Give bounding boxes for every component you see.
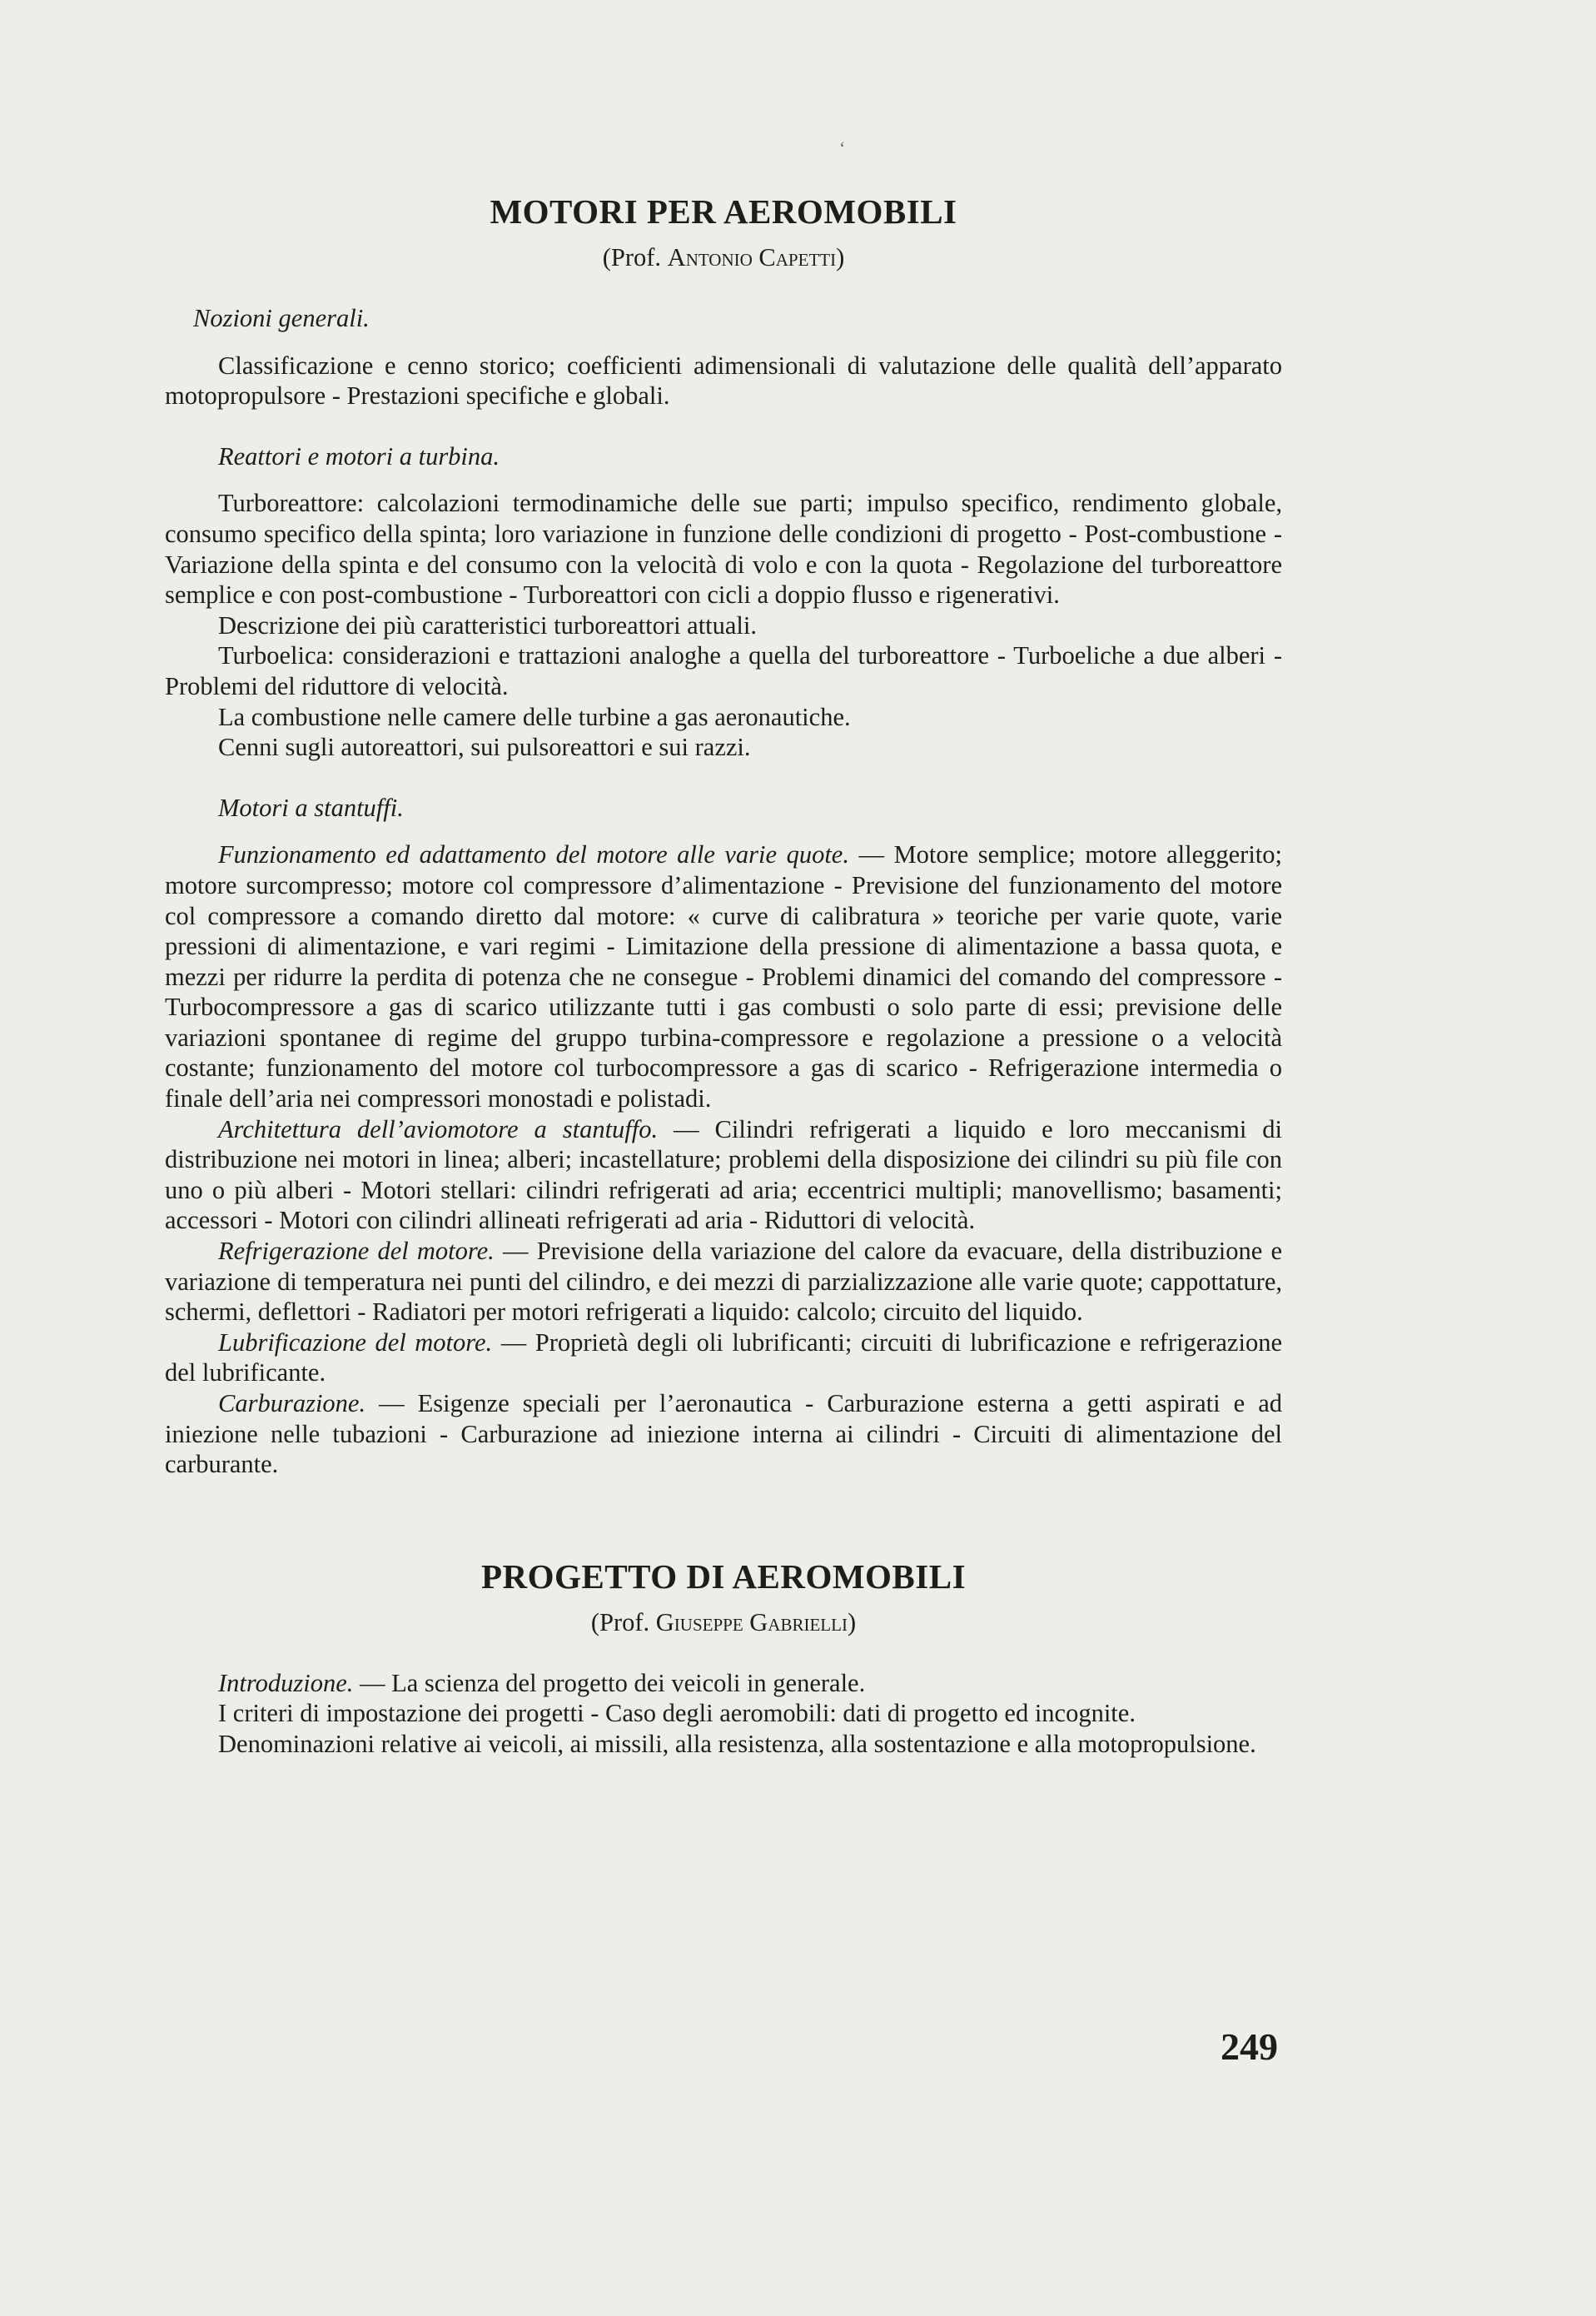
page-body — [165, 192, 1282, 1760]
paragraph-cenni: Cenni sugli autoreattori, sui pulsoreattori e sui razzi. — [218, 733, 751, 762]
author-open: (Prof. — [602, 243, 668, 271]
paragraph-denominazioni: Denominazioni relative ai veicoli, ai missili, alla resistenza, alla sostentazione e alla motopropulsione. — [218, 1729, 1256, 1758]
author-close: ) — [847, 1607, 857, 1636]
scan-mark: ‘ — [839, 137, 846, 158]
text-introduzione: — La scienza del progetto dei veicoli in generale. — [353, 1668, 866, 1697]
text-refrigerazione: — Previsione della variazione del calore da evacuare, della distribuzione e variazione di temperatura nei punti del cilindro, e dei mezzi di parzializzazione alle varie quote; cappottature, schermi, deflettori - Radiatori per motori refrigerati a liquido: calcolo; circuito del liquido. — [165, 1237, 1282, 1327]
page-number: 249 — [1221, 2025, 1278, 2068]
section-title-motori: MOTORI PER AEROMOBILI — [490, 192, 957, 231]
lead-introduzione: Introduzione. — [218, 1668, 354, 1697]
paragraph-criteri: I criteri di impostazione dei progetti - Caso degli aeromobili: dati di progetto ed incognite. — [218, 1699, 1136, 1728]
author-line-gabrielli — [165, 1606, 1282, 1638]
section-title-progetto: PROGETTO DI AEROMOBILI — [480, 1556, 967, 1596]
paragraph-architettura — [165, 1114, 1282, 1236]
paragraph-descrizione: Descrizione dei più caratteristici turboreattori attuali. — [218, 610, 758, 640]
paragraph-refrigerazione — [165, 1236, 1282, 1327]
paragraph-turboreattore: Turboreattore: calcolazioni termodinamiche delle sue parti; impulso specifico, rendimento globale, consumo specifico della spinta; loro variazione in funzione delle condizioni di progetto - Post-combustione - Variazione della spinta e del consumo con la velocità di volo e con la quota - Regolazione del turboreattore semplice e con post-combustione - Turboreattori con cicli a doppio flusso e rigenerativi. — [165, 489, 1282, 610]
lead-architettura: Architettura dell’aviomotore a stantuffo. — [218, 1114, 659, 1143]
author-line-capetti — [165, 242, 1282, 273]
author-name: Giuseppe Gabrielli — [655, 1607, 848, 1636]
paragraph-turboelica: Turboelica: considerazioni e trattazioni analoghe a quella del turboreattore - Turboeliche a due alberi - Problemi del riduttore di velocità. — [165, 641, 1282, 700]
lead-carburazione: Carburazione. — [218, 1389, 366, 1417]
paragraph-funzionamento — [165, 839, 1282, 1113]
text-funzionamento: — Motore semplice; motore alleggerito; motore surcompresso; motore col compressore d’alimentazione - Previsione del funzionamento del motore col compressore a comando diretto dal motore: « curve di calibratura » teoriche per varie quote, varie pressioni di alimentazione, e vari regimi - Limitazione della pressione di alimentazione a bassa quota, e mezzi per ridurre la perdita di potenza che ne consegue - Problemi dinamici del comando del compressore - Turbocompressore a gas di scarico utilizzante tutti i gas combusti o solo parte di essi; previsione delle variazioni spontanee di regime del gruppo turbina-compressore e regolazione a pressione o a velocità costante; funzionamento del motore col turbocompressore a gas di scarico - Refrigerazione intermedia o finale dell’aria nei compressori monostadi e polistadi. — [165, 840, 1282, 1113]
text-architettura: — Cilindri refrigerati a liquido e loro meccanismi di distribuzione nei motori in linea; alberi; incastellature; problemi della disposizione dei cilindri su più file con uno o più alberi - Motori stellari: cilindri refrigerati ad aria; eccentrici multipli; manovellismo; basamenti; accessori - Motori con cilindri allineati refrigerati ad aria - Riduttori di velocità. — [165, 1114, 1282, 1235]
lead-lubrificazione: Lubrificazione del motore. — [218, 1327, 493, 1357]
subheading-nozioni-generali: Nozioni generali. — [193, 304, 370, 332]
subheading-motori-stantuffi: Motori a stantuffi. — [218, 793, 404, 822]
paragraph-carburazione — [165, 1388, 1282, 1480]
text-carburazione: — Esigenze speciali per l’aeronautica - Carburazione esterna a getti aspirati e ad iniezione nelle tubazioni - Carburazione ad iniezione interna ai cilindri - Circuiti di alimentazione del carburante. — [165, 1389, 1282, 1479]
author-open: (Prof. — [590, 1607, 656, 1636]
lead-funzionamento: Funzionamento ed adattamento del motore alle varie quote. — [218, 840, 849, 869]
author-name: Antonio Capetti — [667, 243, 837, 271]
paragraph-introduzione — [165, 1668, 1282, 1699]
lead-refrigerazione: Refrigerazione del motore. — [218, 1237, 495, 1266]
text-lubrificazione: — Proprietà degli oli lubrificanti; circuiti di lubrificazione e refrigerazione del lubrificante. — [165, 1327, 1282, 1387]
paragraph-lubrificazione — [165, 1327, 1282, 1388]
author-close: ) — [836, 243, 845, 271]
subheading-reattori: Reattori e motori a turbina. — [218, 441, 500, 471]
paragraph-combustione: La combustione nelle camere delle turbine a gas aeronautiche. — [218, 702, 851, 731]
paragraph-classificazione: Classificazione e cenno storico; coefficienti adimensionali di valutazione delle qualità dell’apparato motopropulsore - Prestazioni specifiche e globali. — [165, 351, 1282, 411]
